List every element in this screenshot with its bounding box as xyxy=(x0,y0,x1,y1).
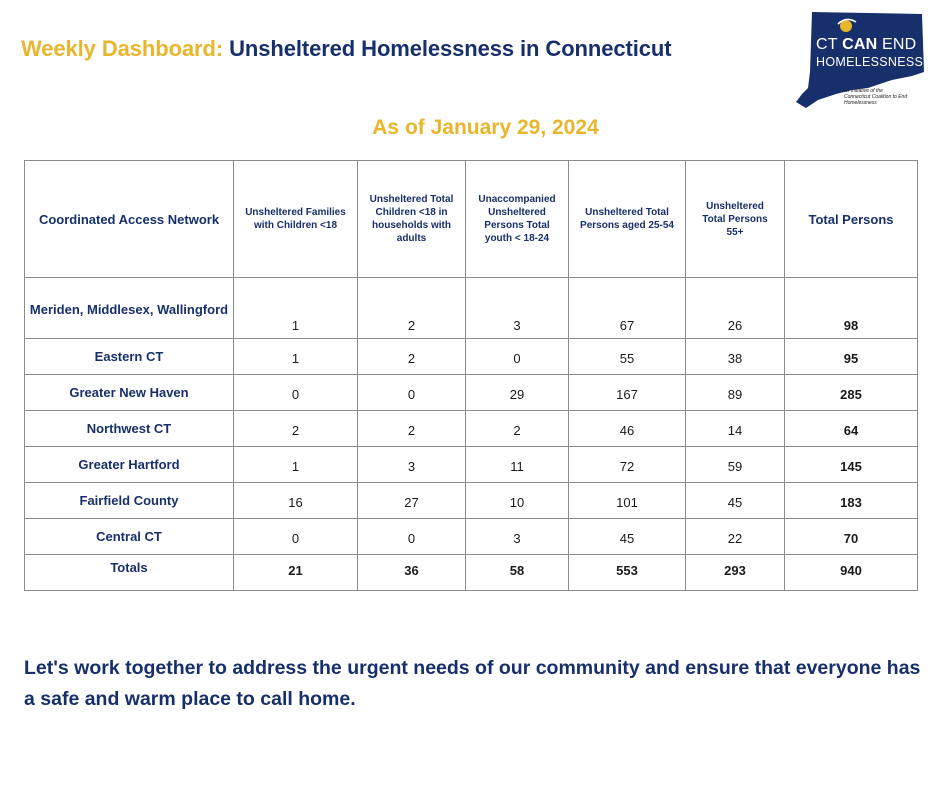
row-name: Meriden, Middlesex, Wallingford xyxy=(25,278,234,339)
cell-children: 0 xyxy=(358,375,466,411)
cell-children: 2 xyxy=(358,411,466,447)
cell-aged-25-54: 46 xyxy=(569,411,686,447)
cell-families: 1 xyxy=(234,447,358,483)
header-youth: Unaccompanied Unsheltered Persons Total youth < 18-24 xyxy=(466,161,569,278)
title-main: Unsheltered Homelessness in Connecticut xyxy=(229,36,672,61)
cell-children: 27 xyxy=(358,483,466,519)
cell-children: 2 xyxy=(358,278,466,339)
cell-55-plus: 59 xyxy=(686,447,785,483)
cell-total: 95 xyxy=(785,339,918,375)
homelessness-table xyxy=(24,160,918,591)
cell-total: 145 xyxy=(785,447,918,483)
footer-message: Let's work together to address the urgent needs of our community and ensure that everyone has a safe and warm place to call home. xyxy=(24,657,921,710)
total-55-plus: 293 xyxy=(686,555,785,591)
table-row xyxy=(25,411,918,447)
ct-can-end-homelessness-logo xyxy=(794,12,928,108)
cell-youth: 10 xyxy=(466,483,569,519)
header-can: Coordinated Access Network xyxy=(25,161,234,278)
cell-children: 3 xyxy=(358,447,466,483)
cell-55-plus: 22 xyxy=(686,519,785,555)
cell-youth: 2 xyxy=(466,411,569,447)
cell-55-plus: 26 xyxy=(686,278,785,339)
cell-aged-25-54: 167 xyxy=(569,375,686,411)
cell-aged-25-54: 72 xyxy=(569,447,686,483)
row-name: Greater Hartford xyxy=(25,447,234,483)
table-row xyxy=(25,278,918,339)
table-row xyxy=(25,339,918,375)
row-name: Fairfield County xyxy=(25,483,234,519)
cell-55-plus: 45 xyxy=(686,483,785,519)
cell-aged-25-54: 55 xyxy=(569,339,686,375)
page-title xyxy=(21,36,671,62)
total-families: 21 xyxy=(234,555,358,591)
header-55-plus: Unsheltered Total Persons 55+ xyxy=(686,161,785,278)
cell-youth: 29 xyxy=(466,375,569,411)
cell-55-plus: 89 xyxy=(686,375,785,411)
logo-subtitle xyxy=(844,88,928,106)
logo-end: END xyxy=(882,36,917,53)
cell-youth: 11 xyxy=(466,447,569,483)
cell-families: 2 xyxy=(234,411,358,447)
header-families: Unsheltered Families with Children <18 xyxy=(234,161,358,278)
cell-total: 64 xyxy=(785,411,918,447)
cell-families: 0 xyxy=(234,375,358,411)
cell-55-plus: 14 xyxy=(686,411,785,447)
total-children: 36 xyxy=(358,555,466,591)
table-row xyxy=(25,447,918,483)
logo-ct: CT xyxy=(816,36,838,53)
row-name: Northwest CT xyxy=(25,411,234,447)
title-prefix: Weekly Dashboard: xyxy=(21,36,224,61)
cell-families: 0 xyxy=(234,519,358,555)
cell-families: 1 xyxy=(234,278,358,339)
cell-children: 2 xyxy=(358,339,466,375)
cell-youth: 0 xyxy=(466,339,569,375)
cell-youth: 3 xyxy=(466,519,569,555)
table-row xyxy=(25,483,918,519)
table-row xyxy=(25,375,918,411)
row-name: Eastern CT xyxy=(25,339,234,375)
header-aged-25-54: Unsheltered Total Persons aged 25-54 xyxy=(569,161,686,278)
cell-total: 285 xyxy=(785,375,918,411)
logo-can: CAN xyxy=(842,36,878,53)
cell-aged-25-54: 101 xyxy=(569,483,686,519)
cell-total: 98 xyxy=(785,278,918,339)
cell-families: 1 xyxy=(234,339,358,375)
total-aged-25-54: 553 xyxy=(569,555,686,591)
logo-text-line1 xyxy=(816,36,920,54)
header-children: Unsheltered Total Children <18 in households with adults xyxy=(358,161,466,278)
total-persons: 940 xyxy=(785,555,918,591)
table-row xyxy=(25,519,918,555)
cell-55-plus: 38 xyxy=(686,339,785,375)
totals-label: Totals xyxy=(25,555,234,591)
cell-children: 0 xyxy=(358,519,466,555)
cell-aged-25-54: 45 xyxy=(569,519,686,555)
report-date: As of January 29, 2024 xyxy=(372,116,599,139)
cell-families: 16 xyxy=(234,483,358,519)
logo-text-line2: HOMELESSNESS xyxy=(816,55,924,69)
cell-aged-25-54: 67 xyxy=(569,278,686,339)
total-youth: 58 xyxy=(466,555,569,591)
totals-row xyxy=(25,555,918,591)
cell-total: 183 xyxy=(785,483,918,519)
table-header-row xyxy=(25,161,918,278)
cell-youth: 3 xyxy=(466,278,569,339)
logo-sub-line1: an initiative of the xyxy=(844,88,883,94)
row-name: Greater New Haven xyxy=(25,375,234,411)
header-total-persons: Total Persons xyxy=(785,161,918,278)
row-name: Central CT xyxy=(25,519,234,555)
cell-total: 70 xyxy=(785,519,918,555)
logo-sub-line2: Connecticut Coalition to End Homelessness xyxy=(844,94,908,106)
